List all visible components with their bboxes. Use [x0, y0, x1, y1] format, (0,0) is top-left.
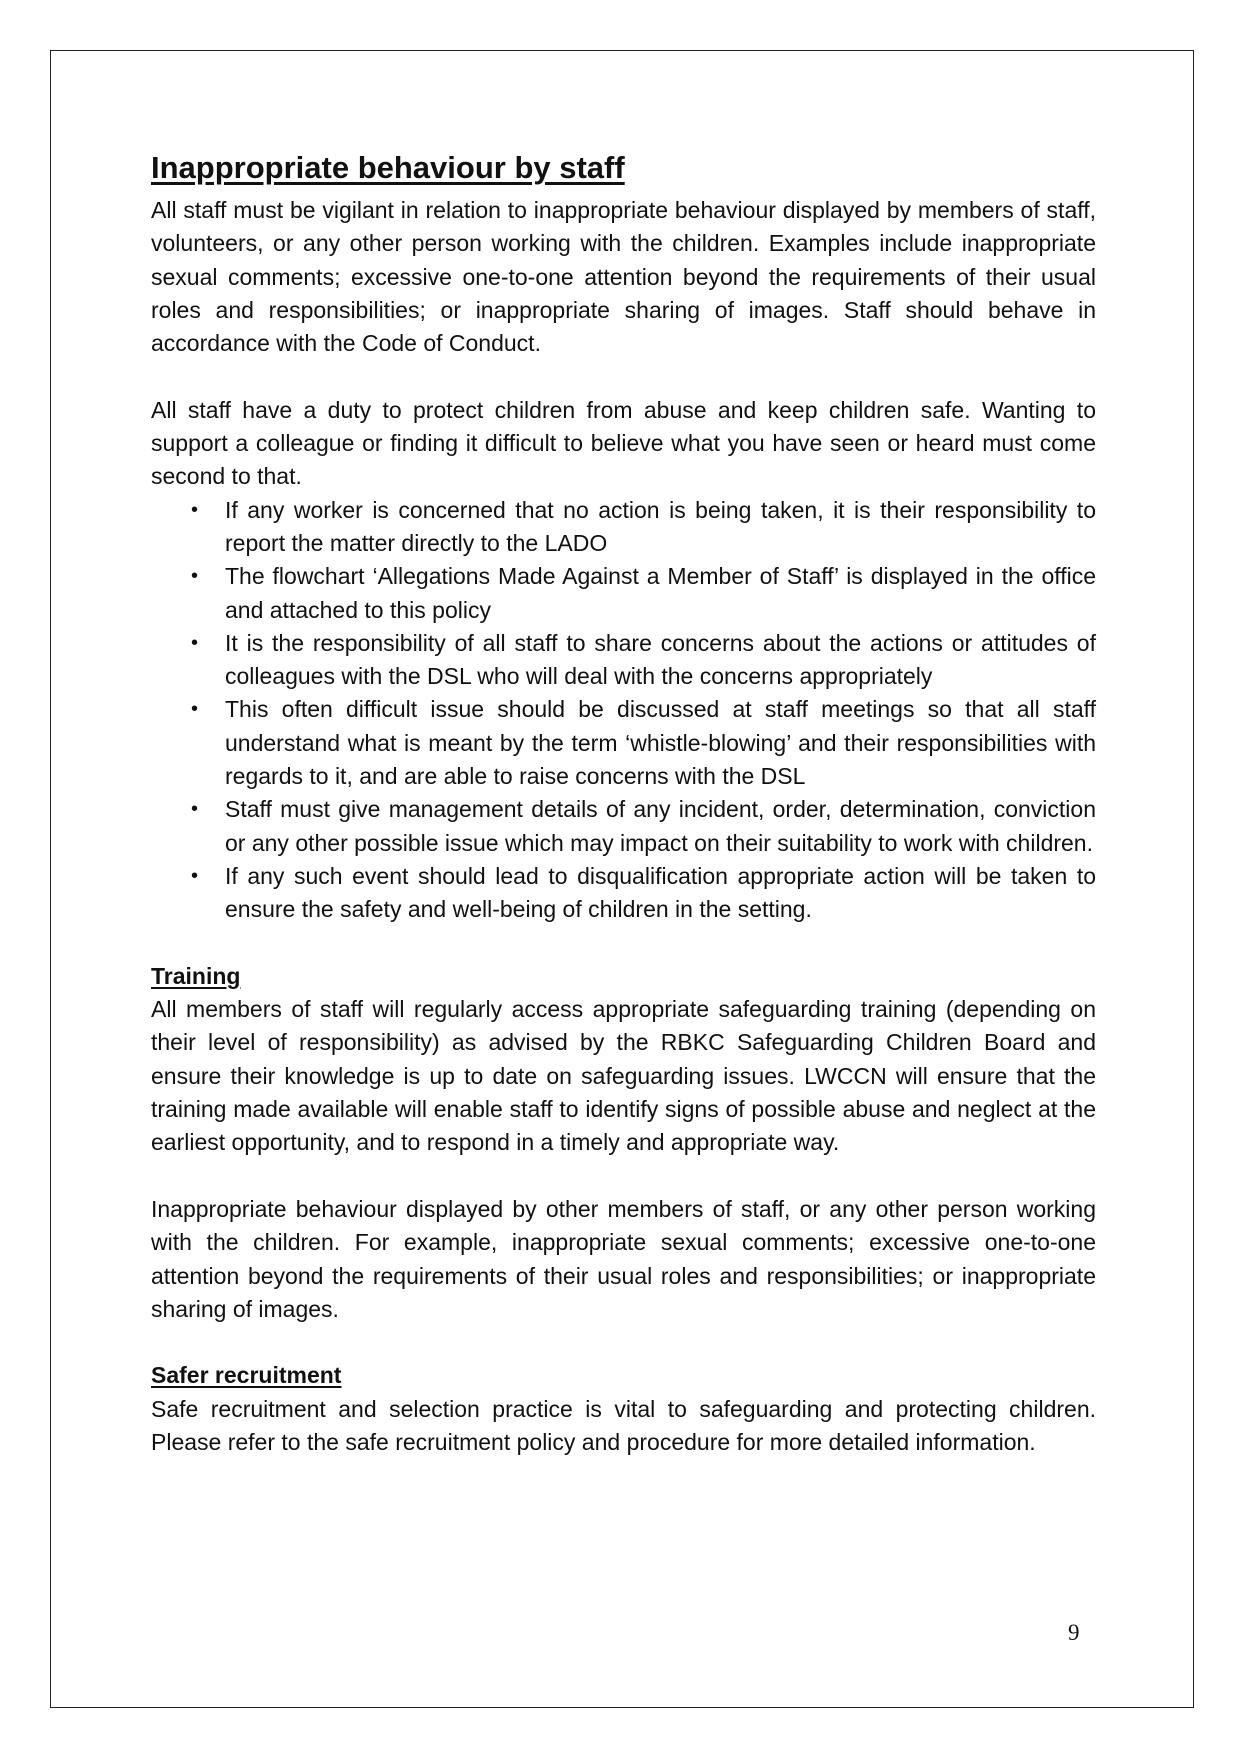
- training-paragraph: All members of staff will regularly access appropriate safeguarding training (depending on their level of responsibility) as advised by the RBKC Safeguarding Children Board and ensure their knowledge is up to date on safeguarding issues. LWCCN will ensure that the training made available will enable staff to identify signs of possible abuse and neglect at the earliest opportunity, and to respond in a timely and appropriate way.: [151, 996, 1096, 1156]
- recruitment-paragraph: Safe recruitment and selection practice is vital to safeguarding and protecting children. Please refer to the safe recruitment policy and procedure for more detailed information.: [151, 1395, 1096, 1455]
- recruitment-heading: Safer recruitment: [151, 1362, 342, 1389]
- section-spacer: [151, 1326, 1096, 1359]
- list-item: [151, 560, 1096, 627]
- intro-paragraph: All staff must be vigilant in relation to inappropriate behaviour displayed by members of staff, volunteers, or any other person working with the children. Examples include inappropriate sexual comments; excessive one-to-one attention beyond the requirements of their usual roles and responsibilities; or inappropriate sharing of images. Staff should behave in accordance with the Code of Conduct.: [151, 197, 1096, 357]
- bullet-icon: •: [191, 498, 199, 521]
- bullet-icon: •: [191, 631, 199, 654]
- list-item-text: This often difficult issue should be discussed at staff meetings so that all staff understand what is meant by the term ‘whistle-blowing’ and their responsibilities with regards to it, and are able to raise concerns with the DSL: [225, 696, 1096, 790]
- paragraph-spacer: [151, 1160, 1096, 1193]
- responsibilities-list: [151, 494, 1096, 927]
- paragraph-spacer: [151, 360, 1096, 393]
- list-item-text: It is the responsibility of all staff to share concerns about the actions or attitudes of colleagues with the DSL who will deal with the concerns appropriately: [225, 629, 1096, 690]
- list-item: [151, 494, 1096, 561]
- bullet-icon: •: [191, 565, 199, 588]
- list-item: [151, 627, 1096, 694]
- document-body: [151, 148, 1096, 1459]
- list-item-text: Staff must give management details of any incident, order, determination, conviction or any other possible issue which may impact on their suitability to work with children.: [225, 796, 1096, 856]
- list-item-text: If any such event should lead to disqualification appropriate action will be taken to ensure the safety and well-being of children in the setting.: [225, 862, 1096, 923]
- section-spacer: [151, 927, 1096, 960]
- duty-paragraph: All staff have a duty to protect children from abuse and keep children safe. Wanting to support a colleague or finding it difficult to believe what you have seen or heard must come second to that.: [151, 396, 1096, 490]
- bullet-icon: •: [191, 798, 199, 821]
- list-item: [151, 793, 1096, 860]
- list-item: [151, 693, 1096, 793]
- list-item: [151, 860, 1096, 927]
- behaviour-paragraph: Inappropriate behaviour displayed by other members of staff, or any other person working with the children. For example, inappropriate sexual comments; excessive one-to-one attention beyond the requirements of their usual roles and responsibilities; or inappropriate sharing of images.: [151, 1195, 1096, 1322]
- bullet-icon: •: [191, 864, 199, 887]
- training-heading: Training: [151, 962, 241, 989]
- page-number: 9: [1068, 1620, 1080, 1645]
- list-item-text: If any worker is concerned that no action is being taken, it is their responsibility to report the matter directly to the LADO: [225, 496, 1096, 556]
- page-title: Inappropriate behaviour by staff: [151, 150, 625, 185]
- bullet-icon: •: [191, 698, 199, 721]
- list-item-text: The flowchart ‘Allegations Made Against a Member of Staff’ is displayed in the office and attached to this policy: [225, 563, 1096, 623]
